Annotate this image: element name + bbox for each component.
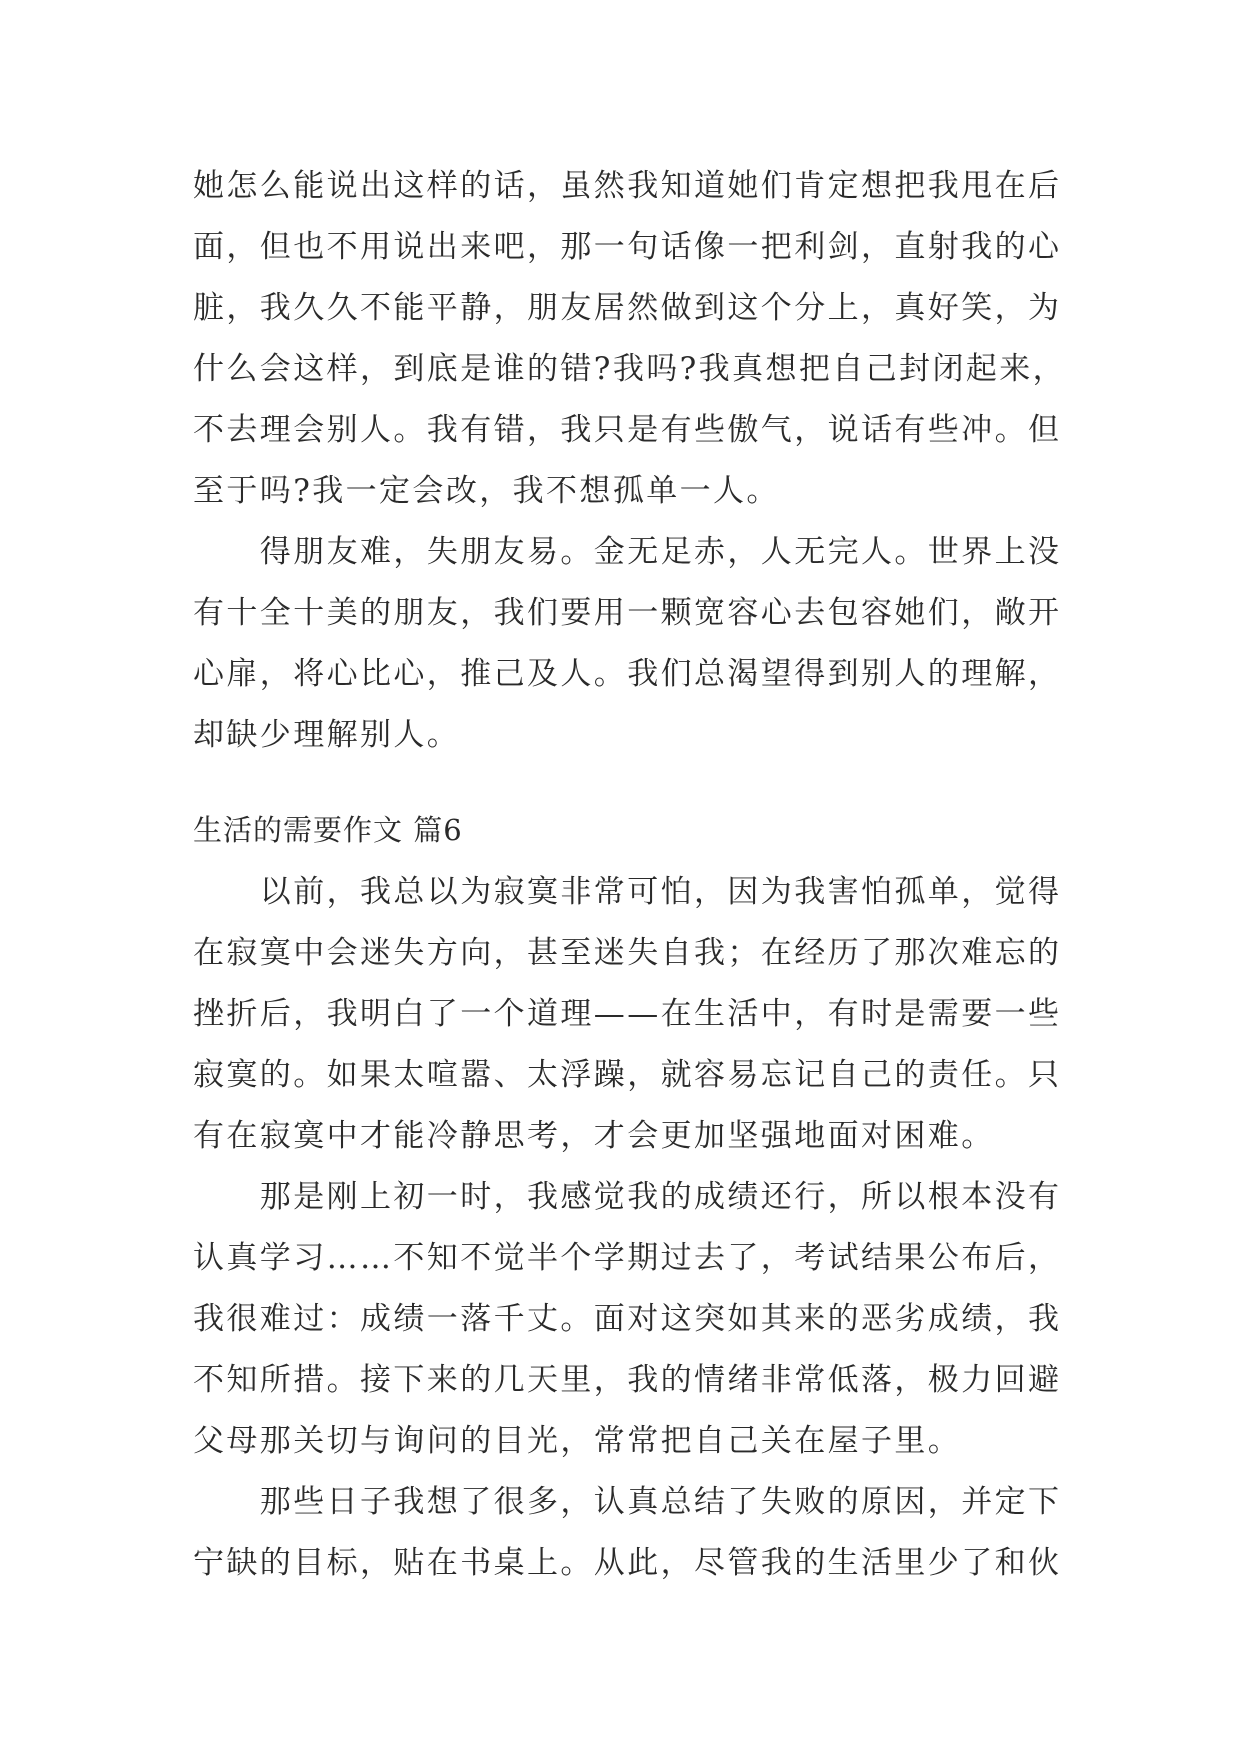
text-line: 我很难过：成绩一落千丈。面对这突如其来的恶劣成绩，我 bbox=[193, 1301, 1062, 1337]
text-line: 不知所措。接下来的几天里，我的情绪非常低落，极力回避 bbox=[193, 1362, 1062, 1398]
text-line: 至于吗?我一定会改，我不想孤单一人。 bbox=[193, 473, 780, 509]
text-line: 挫折后，我明白了一个道理——在生活中，有时是需要一些 bbox=[193, 996, 1062, 1032]
text-line: 不去理会别人。我有错，我只是有些傲气，说话有些冲。但 bbox=[193, 412, 1062, 448]
essay-section-friendship bbox=[193, 156, 1067, 766]
text-line: 父母那关切与询问的目光，常常把自己关在屋子里。 bbox=[193, 1423, 962, 1459]
text-line: 那是刚上初一时，我感觉我的成绩还行，所以根本没有 bbox=[193, 1179, 1062, 1215]
text-line: 认真学习……不知不觉半个学期过去了，考试结果公布后， bbox=[193, 1240, 1062, 1276]
text-line: 面，但也不用说出来吧，那一句话像一把利剑，直射我的心 bbox=[193, 229, 1062, 265]
text-line: 宁缺的目标，贴在书桌上。从此，尽管我的生活里少了和伙 bbox=[193, 1545, 1062, 1581]
text-line: 她怎么能说出这样的话，虽然我知道她们肯定想把我甩在后 bbox=[193, 168, 1062, 204]
text-line: 在寂寞中会迷失方向，甚至迷失自我；在经历了那次难忘的 bbox=[193, 935, 1062, 971]
text-line: 什么会这样，到底是谁的错?我吗?我真想把自己封闭起来， bbox=[193, 351, 1067, 387]
text-line: 得朋友难，失朋友易。金无足赤，人无完人。世界上没 bbox=[193, 534, 1062, 570]
text-line: 心扉，将心比心，推己及人。我们总渴望得到别人的理解， bbox=[193, 656, 1062, 692]
text-line: 脏，我久久不能平静，朋友居然做到这个分上，真好笑，为 bbox=[193, 290, 1062, 326]
section-heading: 生活的需要作文 篇6 bbox=[193, 813, 463, 847]
text-line: 却缺少理解别人。 bbox=[193, 717, 461, 753]
text-line: 那些日子我想了很多，认真总结了失败的原因，并定下 bbox=[193, 1484, 1062, 1520]
text-line: 有在寂寞中才能冷静思考，才会更加坚强地面对困难。 bbox=[193, 1118, 995, 1154]
text-line: 以前，我总以为寂寞非常可怕，因为我害怕孤单，觉得 bbox=[193, 874, 1062, 910]
text-line: 寂寞的。如果太喧嚣、太浮躁，就容易忘记自己的责任。只 bbox=[193, 1057, 1062, 1093]
essay-section-6 bbox=[193, 862, 1062, 1594]
text-line: 有十全十美的朋友，我们要用一颗宽容心去包容她们，敞开 bbox=[193, 595, 1062, 631]
